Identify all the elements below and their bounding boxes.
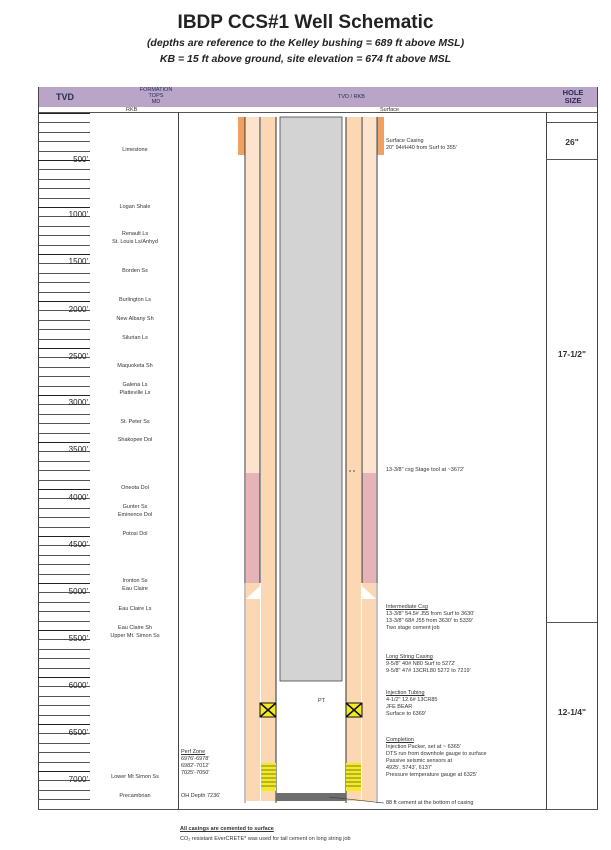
ruler-tick — [38, 254, 90, 255]
formation-shakopee: Shakopee Dol — [117, 437, 153, 443]
intermediate-line2: 13-3/8" 68# J55 from 3630' to 5339' — [386, 618, 473, 624]
ruler-tick — [38, 339, 90, 340]
surface-casing-detail: 20" 94#H40 from Surf to 355' — [386, 145, 457, 151]
formation-lower-mt-simon: Lower Mt Simon Ss — [111, 774, 159, 780]
ruler-tick — [38, 141, 90, 142]
header-formation-line3: MD — [151, 99, 161, 105]
perf-line3: 7025'-7050' — [181, 770, 210, 776]
ruler-tick — [38, 207, 90, 208]
ruler-tick — [38, 235, 90, 236]
header-formation-line1: FORMATION — [139, 87, 173, 93]
lower-hole-cement-left — [246, 599, 260, 801]
perforations-right — [346, 763, 361, 791]
ruler-tick — [38, 470, 90, 471]
depth-label: 500' — [73, 155, 88, 164]
tubing-title: Injection Tubing — [386, 690, 425, 696]
completion-line1: Injection Packer, set at ~ 6365' — [386, 744, 461, 750]
hole-size-26: 26" — [565, 137, 579, 147]
ruler-tick — [38, 611, 90, 612]
ruler-tick — [38, 320, 90, 321]
formation-ironton: Ironton Ss — [122, 578, 148, 584]
footer-line1: CO₂ resistant EverCRETE* was used for tail cement on long string job — [180, 836, 351, 842]
ruler-tick — [38, 564, 90, 565]
intermediate-line3: Two stage cement job — [386, 625, 440, 631]
ruler-tick — [38, 715, 90, 716]
formation-oneota: Oneota Dol — [121, 485, 149, 491]
formation-limestone: Limestone — [122, 147, 148, 153]
long-string-cement-left — [261, 117, 276, 801]
depth-label: 3500' — [68, 445, 88, 454]
surface-cement-right — [377, 117, 384, 155]
ruler-tick — [38, 226, 90, 227]
bottom-cement-plug — [276, 793, 346, 801]
header-formation — [96, 87, 216, 105]
depth-label: 6000' — [68, 681, 88, 690]
long-string-line2: 9-5/8" 47# 13CRL80 5272 to 7219' — [386, 668, 471, 674]
depth-label: 3000' — [68, 398, 88, 407]
formation-logan-shale: Logan Shale — [119, 204, 151, 210]
note-stage-tool: 13-3/8" csg Stage tool at ~3672' — [386, 467, 465, 473]
row-rkb-label: RKB — [126, 107, 138, 113]
completion-line2: DTS run from downhole gauge to surface — [386, 751, 487, 757]
ruler-tick — [38, 677, 90, 678]
formation-eau-claire-sh: Eau Claire Sh — [118, 625, 152, 631]
ruler-tick — [38, 348, 90, 349]
intermediate-cement-upper-left — [246, 117, 260, 473]
ruler-tick — [38, 508, 90, 509]
ruler-tick — [38, 169, 90, 170]
ruler-tick — [38, 301, 90, 302]
row-surface-label: Surface — [380, 107, 399, 113]
completion-line3: Passive seismic sensors at — [386, 758, 453, 764]
intermediate-cement-lower-right — [362, 473, 376, 583]
formation-precambrian: Precambrian — [119, 793, 151, 799]
header-hole-size — [551, 89, 595, 105]
formation-eminence: Eminence Dol — [117, 512, 153, 518]
perf-title: Perf Zone — [181, 749, 206, 755]
completion-line4: 4925', 5743', 6137' — [386, 765, 432, 771]
ruler-tick — [38, 188, 90, 189]
ruler-tick — [38, 179, 90, 180]
depth-label: 7000' — [68, 775, 88, 784]
ruler-tick — [38, 517, 90, 518]
completion-line5: Pressure temperature gauge at 6325' — [386, 772, 477, 778]
ruler-tick — [38, 292, 90, 293]
note-intermediate — [386, 604, 556, 632]
ruler-tick — [38, 724, 90, 725]
ruler-tick — [38, 696, 90, 697]
tubing-line2: JFE BEAR — [386, 704, 413, 710]
depth-label: 2500' — [68, 352, 88, 361]
ruler-tick — [38, 771, 90, 772]
ruler-tick — [38, 198, 90, 199]
note-completion — [386, 737, 556, 779]
ruler-tick — [38, 282, 90, 283]
depth-label: 5000' — [68, 587, 88, 596]
ruler-tick — [38, 790, 90, 791]
ruler-tick — [38, 122, 90, 123]
ruler-tick — [38, 376, 90, 377]
header-formation-line2: TOPS — [148, 93, 164, 99]
tubing-line1: 4-1/2" 12.6# 13CR85 — [386, 697, 438, 703]
ruler-tick — [38, 621, 90, 622]
note-cement-bottom: 88 ft cement at the bottom of casing — [386, 800, 474, 806]
ruler-tick — [38, 752, 90, 753]
ruler-tick — [38, 583, 90, 584]
formation-upper-mt-simon: Upper Mt. Simon Ss — [110, 633, 160, 639]
ruler-tick — [38, 658, 90, 659]
intermediate-cement-lower-left — [246, 473, 260, 583]
ruler-tick — [38, 414, 90, 415]
ruler-tick — [38, 151, 90, 152]
formation-potosi: Potosi Dol — [122, 531, 148, 537]
formation-eau-claire: Eau Claire — [122, 586, 148, 592]
formation-platteville: Platteville Ls — [119, 390, 151, 396]
perf-zone-info — [181, 749, 209, 777]
formation-burlington: Burlington Ls — [118, 297, 152, 303]
ruler-tick — [38, 743, 90, 744]
ruler-tick — [38, 809, 90, 810]
note-injection-tubing — [386, 690, 556, 718]
depth-label: 4500' — [68, 540, 88, 549]
ruler-tick — [38, 132, 90, 133]
note-surface-casing — [386, 138, 556, 152]
ruler-tick — [38, 527, 90, 528]
completion-title: Completion — [386, 737, 414, 743]
lower-hole-cement-right — [362, 599, 376, 801]
depth-label: 5500' — [68, 634, 88, 643]
ruler-tick — [38, 273, 90, 274]
ruler-tick — [38, 489, 90, 490]
subtitle-kelley: (depths are reference to the Kelley bushing = 689 ft above MSL) — [146, 37, 465, 49]
intermediate-cement-upper-right — [362, 117, 376, 473]
surface-casing-title: Surface Casing — [386, 138, 424, 144]
ruler-tick — [38, 480, 90, 481]
ruler-tick — [38, 395, 90, 396]
ruler-tick — [38, 329, 90, 330]
hole-26-top — [546, 122, 597, 123]
formation-borden: Borden Ss — [122, 268, 148, 274]
intermediate-line1: 13-3/8" 54.5# J55 from Surf to 3630' — [386, 611, 475, 617]
page-title: IBDP CCS#1 Well Schematic — [177, 12, 434, 33]
long-string-line1: 9-5/8" 40# N80 Surf to 5272' — [386, 661, 456, 667]
ruler-tick — [38, 762, 90, 763]
formation-renault: Renault Ls — [121, 231, 149, 237]
shoe-cement-left — [246, 583, 260, 599]
formation-st-peter: St. Peter Ss — [120, 419, 150, 425]
grid-right-line — [597, 87, 598, 810]
formation-eau-claire-ls: Eau Claire Ls — [118, 606, 152, 612]
ruler-tick — [38, 602, 90, 603]
formation-silurian: Silurian Ls — [122, 335, 148, 341]
ruler-tick — [38, 799, 90, 800]
ruler-tick — [38, 630, 90, 631]
hole-size-17-5: 17-1/2" — [557, 349, 587, 359]
perforations-left — [261, 763, 276, 791]
perf-line1: 6976'-6978' — [181, 756, 210, 762]
depth-label: 6500' — [68, 728, 88, 737]
header-hole-line2: SIZE — [564, 96, 582, 105]
ruler-tick — [38, 649, 90, 650]
injection-tubing — [280, 117, 342, 681]
formation-galena: Galena Ls — [122, 382, 148, 388]
tubing-line3: Surface to 6369' — [386, 711, 426, 717]
header-tvd-rkb: TVD / RKB — [338, 94, 365, 100]
depth-label: 4000' — [68, 493, 88, 502]
ruler-tick — [38, 442, 90, 443]
ruler-tick — [38, 245, 90, 246]
ruler-tick — [38, 705, 90, 706]
pt-label: PT — [318, 698, 326, 704]
note-long-string — [386, 654, 556, 675]
header-hole-line1: HOLE — [562, 88, 584, 97]
hole-26-bottom — [546, 159, 597, 160]
formation-new-albany: New Albany Sh — [116, 316, 154, 322]
header-tvd: TVD — [56, 92, 74, 102]
subtitle-elevation: KB = 15 ft above ground, site elevation = 674 ft above MSL — [159, 53, 452, 65]
formation-st-louis: St. Louis Ls/Anhyd — [112, 239, 158, 245]
perf-zone-left — [261, 763, 276, 791]
shoe-cement-right — [362, 583, 376, 599]
depth-label: 1000' — [68, 210, 88, 219]
formation-gunter: Gunter Ss — [122, 504, 148, 510]
surface-cement-left — [238, 117, 245, 155]
ruler-tick — [38, 113, 90, 114]
table-header — [38, 87, 598, 107]
ruler-tick — [38, 461, 90, 462]
long-string-cement-right — [346, 117, 361, 801]
ruler-tick — [38, 536, 90, 537]
intermediate-title: Intermediate Csg — [386, 604, 428, 610]
perf-line2: 6982'-7012' — [181, 763, 210, 769]
depth-label: 2000' — [68, 305, 88, 314]
footer-title: All casings are cemented to surface — [180, 826, 274, 832]
depth-label: 1500' — [68, 257, 88, 266]
ruler-tick — [38, 668, 90, 669]
oh-depth: OH Depth 7236' — [181, 793, 221, 799]
hole-size-12-25: 12-1/4" — [557, 707, 587, 717]
ruler-tick — [38, 367, 90, 368]
formation-maquoketa: Maquoketa Sh — [117, 363, 153, 369]
ruler-tick — [38, 386, 90, 387]
perf-zone-right — [346, 763, 361, 791]
ruler-tick — [38, 433, 90, 434]
long-string-title: Long String Casing — [386, 654, 433, 660]
ruler-tick — [38, 423, 90, 424]
ruler-tick — [38, 574, 90, 575]
ruler-tick — [38, 555, 90, 556]
